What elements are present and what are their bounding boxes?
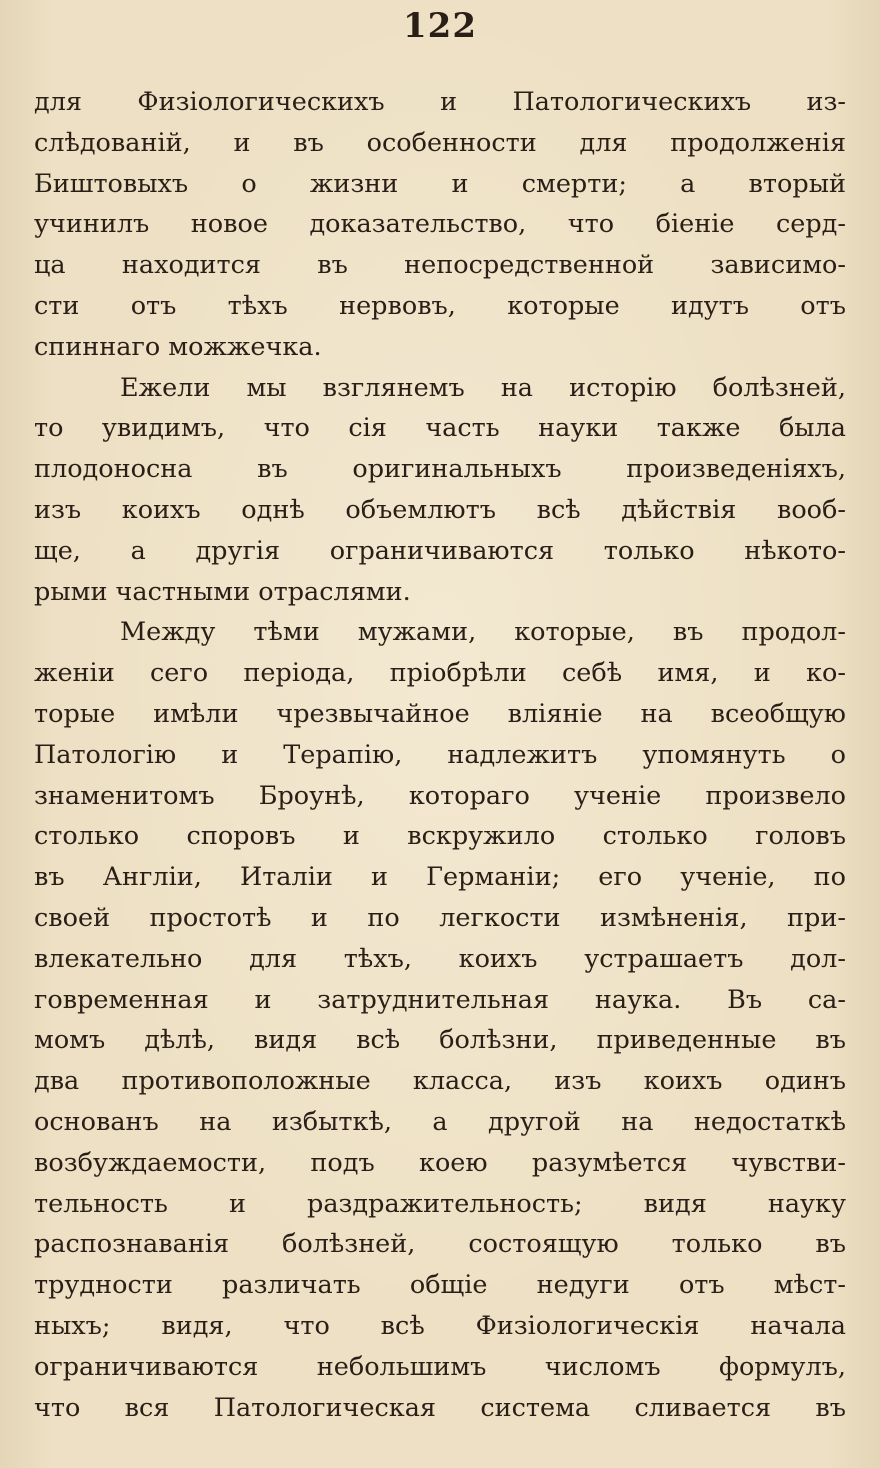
text-line: основанъ на избыткѣ, а другой на недостаткѣ — [34, 1106, 846, 1137]
text-line: влекательно для тѣхъ, коихъ устрашаетъ дол- — [34, 943, 846, 974]
text-line: ограничиваются небольшимъ числомъ формулъ, — [34, 1351, 846, 1382]
text-line: тельность и раздражительность; видя науку — [34, 1188, 846, 1219]
text-line: слѣдованій, и въ особенности для продолженія — [34, 127, 846, 158]
page-number: 122 — [403, 6, 477, 46]
text-line: Ежели мы взглянемъ на исторію болѣзней, — [120, 372, 846, 403]
text-line: своей простотѣ и по легкости измѣненія, при- — [34, 902, 846, 933]
text-line: говременная и затруднительная наука. Въ са- — [34, 984, 846, 1015]
text-line: ца находится въ непосредственной зависимо- — [34, 250, 846, 281]
text-line: столько споровъ и вскружило столько головъ — [34, 821, 846, 852]
text-line: ныхъ; видя, что всѣ Физіологическія начала — [34, 1310, 846, 1341]
text-line: изъ коихъ однѣ объемлютъ всѣ дѣйствія вооб- — [34, 494, 846, 525]
text-line: торые имѣли чрезвычайное вліяніе на всеобщую — [34, 698, 846, 729]
text-line: учинилъ новое доказательство, что біеніе серд- — [34, 209, 846, 240]
text-line: рыми частными отраслями. — [34, 576, 411, 607]
text-line: плодоносна въ оригинальныхъ произведеніяхъ, — [34, 454, 846, 485]
text-line: въ Англіи, Италіи и Германіи; его ученіе, по — [34, 862, 846, 893]
text-line: распознаванія болѣзней, состоящую только въ — [34, 1229, 846, 1260]
text-line: возбуждаемости, подъ коею разумѣется чувстви- — [34, 1147, 846, 1178]
text-line: знаменитомъ Броунѣ, котораго ученіе произвело — [34, 780, 846, 811]
text-line: спиннаго можжечка. — [34, 331, 322, 362]
text-line: женіи сего періода, пріобрѣли себѣ имя, и ко- — [34, 658, 846, 689]
text-line: для Физіологическихъ и Патологическихъ из- — [34, 87, 846, 117]
text-line: что вся Патологическая система сливается въ — [34, 1392, 846, 1423]
text-line: ще, а другія ограничиваются только нѣкото- — [34, 535, 846, 566]
text-line: Патологію и Терапію, надлежитъ упомянуть о — [34, 739, 846, 770]
text-line: сти отъ тѣхъ нервовъ, которые идутъ отъ — [34, 290, 846, 321]
paragraph-3 — [34, 612, 846, 1428]
body-text — [34, 82, 846, 1428]
text-line: момъ дѣлѣ, видя всѣ болѣзни, приведенные въ — [34, 1025, 846, 1056]
text-line: трудности различать общіе недуги отъ мѣст- — [34, 1270, 846, 1301]
text-line: два противоположные класса, изъ коихъ одинъ — [34, 1066, 846, 1097]
paragraph-1 — [34, 82, 846, 368]
text-line: то увидимъ, что сія часть науки также была — [34, 413, 846, 444]
text-line: Между тѣми мужами, которые, въ продол- — [120, 617, 846, 648]
paragraph-2 — [34, 368, 846, 613]
text-line: Биштовыхъ о жизни и смерти; а вторый — [34, 168, 846, 199]
